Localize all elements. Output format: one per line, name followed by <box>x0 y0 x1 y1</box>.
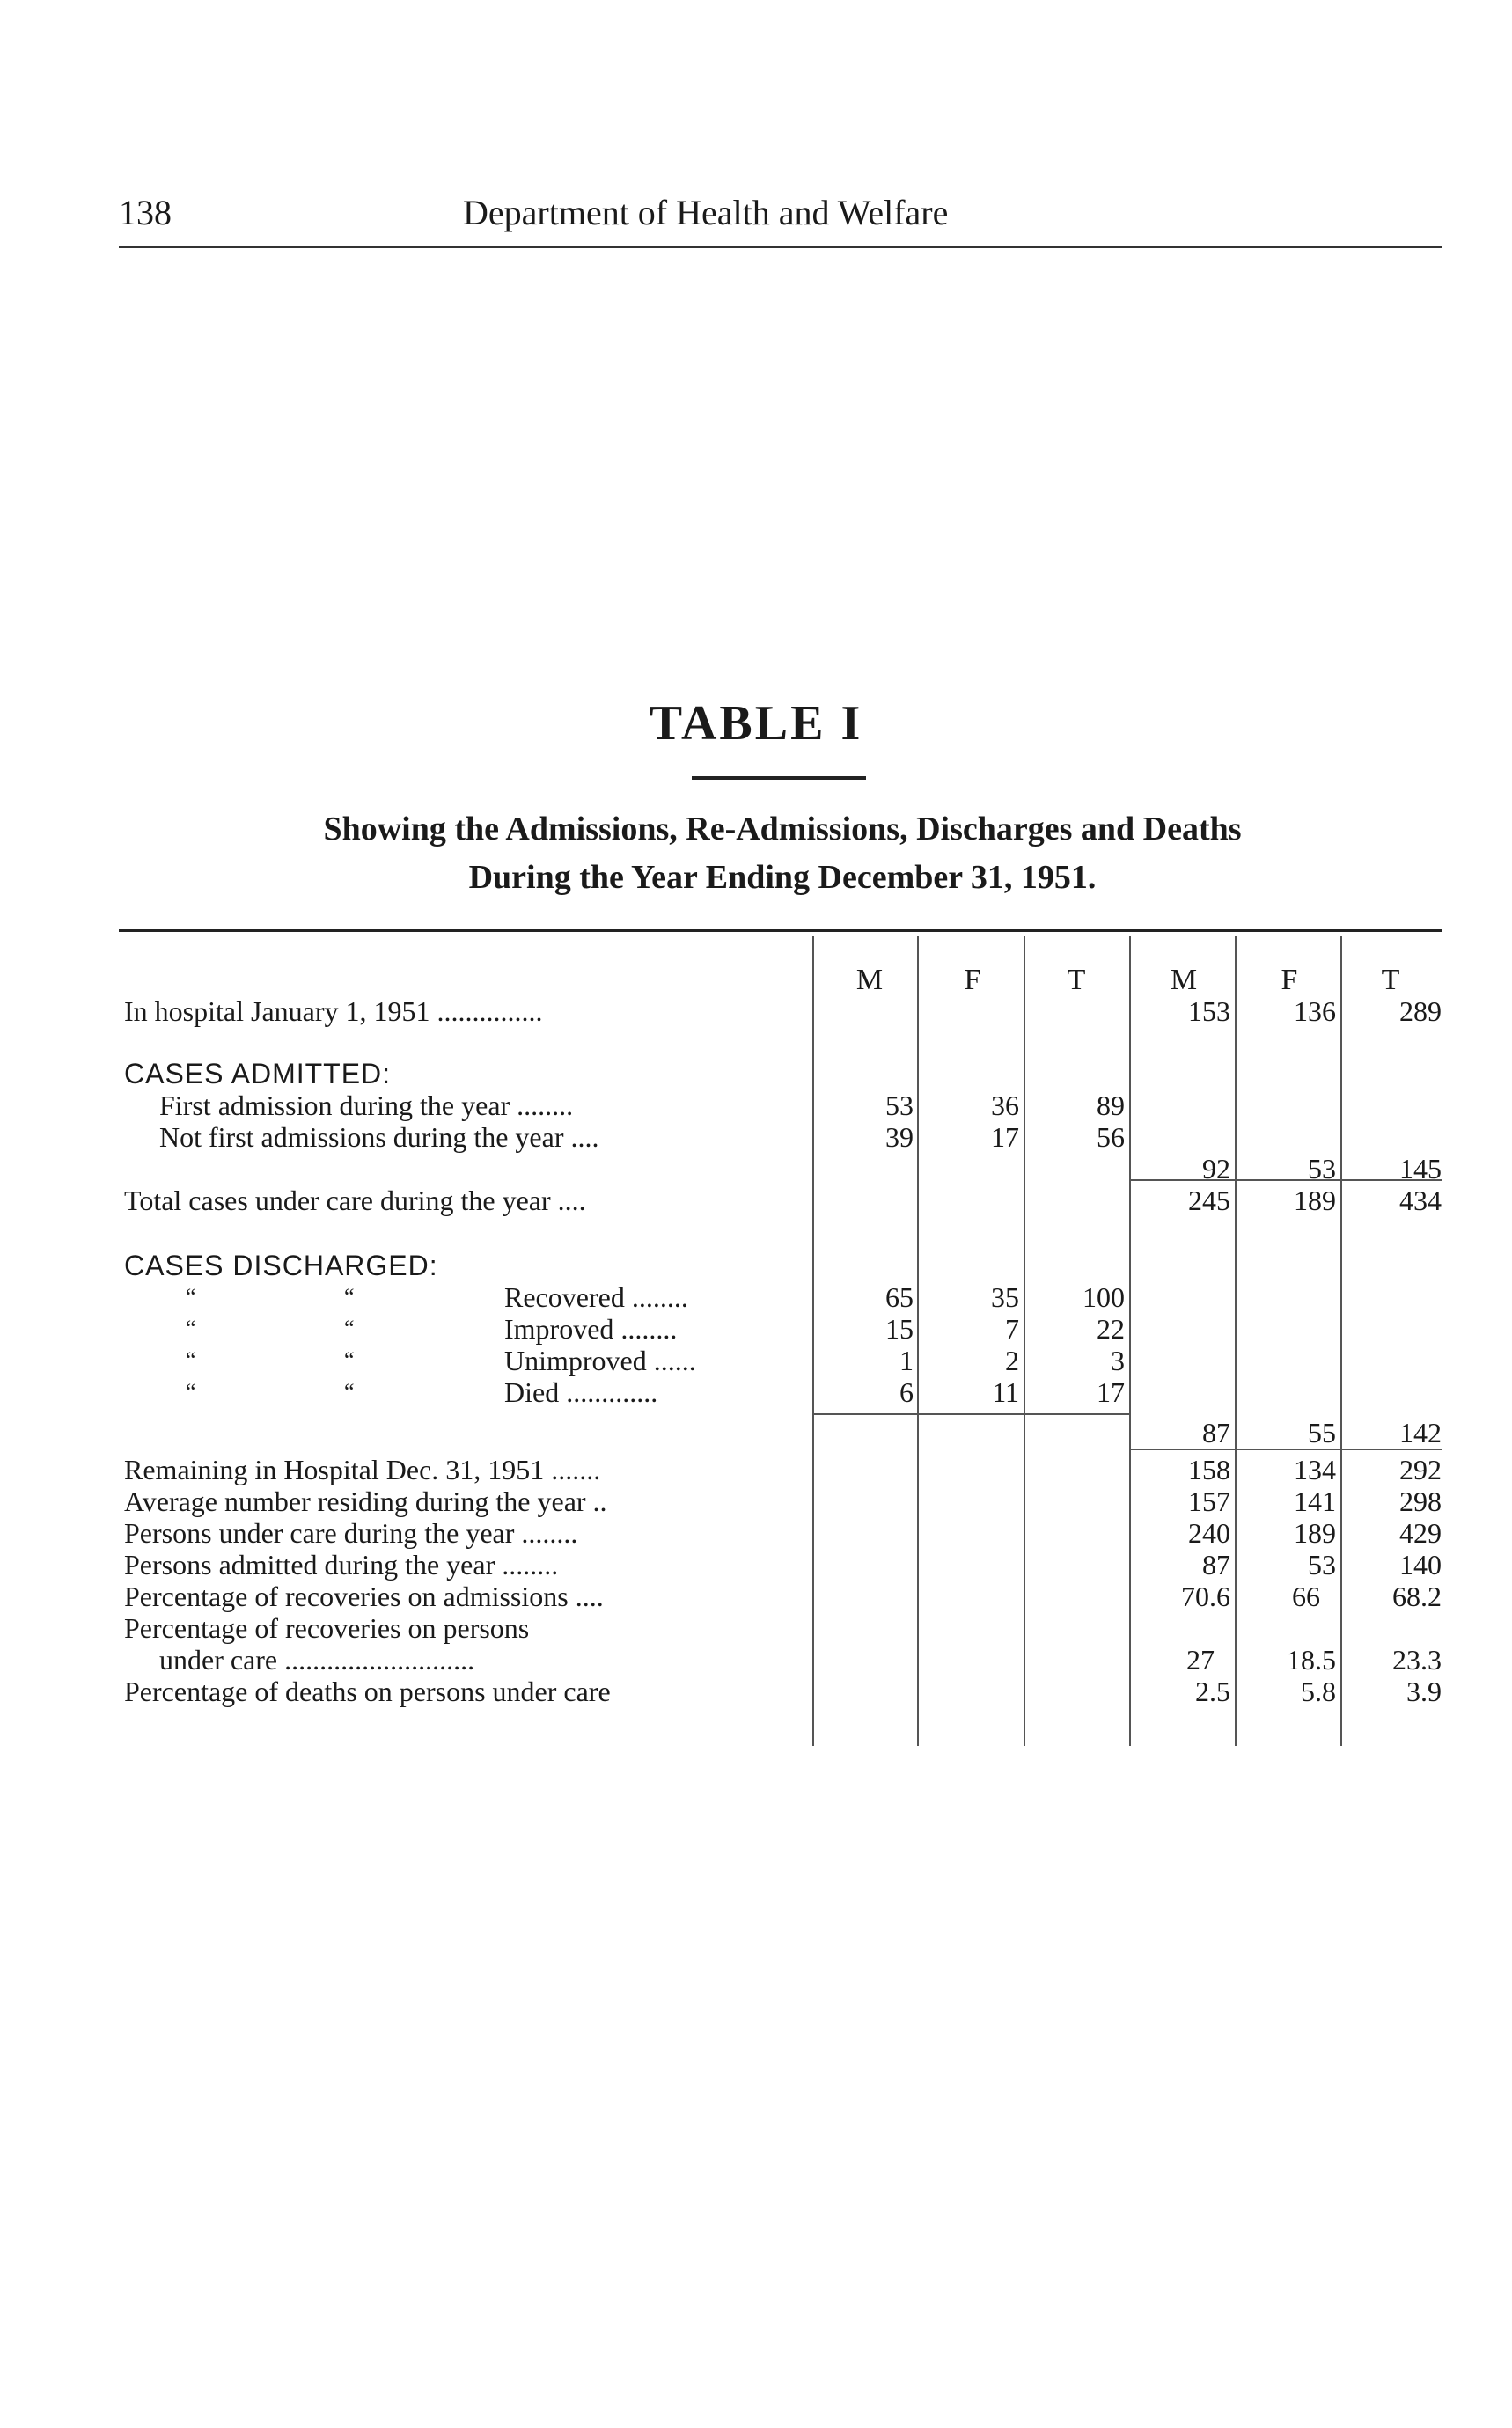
row-label-not-first-admission: Not first admissions during the year .... <box>159 1121 599 1153</box>
cell-persons-under-care-t: 429 <box>1399 1517 1442 1549</box>
cell-recovered-f: 35 <box>991 1281 1019 1313</box>
row-label-first-admission: First admission during the year ........ <box>159 1089 574 1121</box>
cell-pct-recoveries-admissions-f: 66 <box>1292 1581 1320 1612</box>
cell-remaining-m: 158 <box>1188 1454 1230 1485</box>
cell-died-m: 6 <box>899 1376 914 1408</box>
row-label-pct-deaths: Percentage of deaths on persons under care <box>124 1676 611 1707</box>
col-header-f: F <box>964 964 981 996</box>
cell-discharged-total-f: 55 <box>1308 1417 1336 1449</box>
cell-unimproved-m: 1 <box>899 1345 914 1376</box>
cell-pct-recoveries-admissions-m: 70.6 <box>1181 1581 1230 1612</box>
cell-persons-admitted-t: 140 <box>1399 1549 1442 1581</box>
cell-persons-under-care-m: 240 <box>1188 1517 1230 1549</box>
cell-recovered-m: 65 <box>885 1281 914 1313</box>
cell-admitted-total-t: 145 <box>1399 1153 1442 1185</box>
cell-first-admission-f: 36 <box>991 1089 1019 1121</box>
cell-average-t: 298 <box>1399 1485 1442 1517</box>
cell-discharged-total-m: 87 <box>1202 1417 1230 1449</box>
row-label-persons-under-care: Persons under care during the year ........ <box>124 1517 578 1549</box>
cell-unimproved-f: 2 <box>1005 1345 1019 1376</box>
cell-in-hospital-m: 153 <box>1188 995 1230 1027</box>
row-label-pct-recoveries-persons: Percentage of recoveries on persons <box>124 1612 530 1644</box>
cell-improved-m: 15 <box>885 1313 914 1345</box>
column-divider <box>1129 936 1131 1746</box>
table-title: TABLE I <box>649 696 863 751</box>
cell-total-under-care-f: 189 <box>1294 1185 1336 1216</box>
cell-in-hospital-t: 289 <box>1399 995 1442 1027</box>
row-label-average: Average number residing during the year .. <box>124 1485 607 1517</box>
row-label-unimproved: Unimproved ...... <box>504 1345 696 1376</box>
ditto-mark: “ <box>344 1316 355 1341</box>
row-label-persons-admitted: Persons admitted during the year ........ <box>124 1549 559 1581</box>
ditto-mark: “ <box>186 1284 196 1309</box>
cell-persons-under-care-f: 189 <box>1294 1517 1336 1549</box>
row-label-improved: Improved ........ <box>504 1313 678 1345</box>
ditto-mark: “ <box>344 1347 355 1373</box>
cell-average-f: 141 <box>1294 1485 1336 1517</box>
row-label-pct-recoveries-admissions: Percentage of recoveries on admissions .... <box>124 1581 604 1612</box>
subtotal-rule <box>1129 1449 1442 1450</box>
row-label-pct-recoveries-persons-cont: under care ........................... <box>159 1644 475 1676</box>
row-label-remaining: Remaining in Hospital Dec. 31, 1951 ....... <box>124 1454 601 1485</box>
cell-first-admission-m: 53 <box>885 1089 914 1121</box>
column-divider <box>1235 936 1237 1746</box>
row-label-total-under-care: Total cases under care during the year .... <box>124 1185 586 1216</box>
section-heading-cases-admitted: CASES ADMITTED: <box>124 1058 392 1089</box>
cell-total-under-care-t: 434 <box>1399 1185 1442 1216</box>
cell-first-admission-t: 89 <box>1097 1089 1125 1121</box>
cell-remaining-t: 292 <box>1399 1454 1442 1485</box>
ditto-mark: “ <box>344 1284 355 1309</box>
column-divider <box>812 936 814 1746</box>
cell-died-t: 17 <box>1097 1376 1125 1408</box>
cell-pct-recoveries-persons-m: 27 <box>1186 1644 1215 1676</box>
cell-persons-admitted-f: 53 <box>1308 1549 1336 1581</box>
running-title: Department of Health and Welfare <box>463 193 949 232</box>
col-header-t: T <box>1067 964 1086 996</box>
table-top-rule <box>119 929 1442 932</box>
row-label-in-hospital: In hospital January 1, 1951 ............... <box>124 995 543 1027</box>
row-label-recovered: Recovered ........ <box>504 1281 688 1313</box>
cell-improved-t: 22 <box>1097 1313 1125 1345</box>
col-header-m-total: M <box>1170 964 1198 996</box>
column-divider <box>1024 936 1025 1746</box>
cell-admitted-total-m: 92 <box>1202 1153 1230 1185</box>
cell-pct-recoveries-persons-f: 18.5 <box>1287 1644 1336 1676</box>
table-subtitle-line1: Showing the Admissions, Re-Admissions, Discharges and Deaths <box>323 811 1242 847</box>
ditto-mark: “ <box>344 1379 355 1405</box>
cell-total-under-care-m: 245 <box>1188 1185 1230 1216</box>
cell-unimproved-t: 3 <box>1111 1345 1125 1376</box>
table-subtitle-line2: During the Year Ending December 31, 1951. <box>468 859 1097 896</box>
ditto-mark: “ <box>186 1347 196 1373</box>
section-heading-cases-discharged: CASES DISCHARGED: <box>124 1250 438 1281</box>
cell-not-first-m: 39 <box>885 1121 914 1153</box>
cell-discharged-total-t: 142 <box>1399 1417 1442 1449</box>
cell-pct-deaths-m: 2.5 <box>1195 1676 1230 1707</box>
ditto-mark: “ <box>186 1316 196 1341</box>
col-header-f-total: F <box>1281 964 1298 996</box>
cell-pct-recoveries-admissions-t: 68.2 <box>1392 1581 1442 1612</box>
page-number: 138 <box>119 193 172 232</box>
header-rule <box>119 246 1442 248</box>
cell-remaining-f: 134 <box>1294 1454 1336 1485</box>
cell-died-f: 11 <box>992 1376 1019 1408</box>
col-header-t-total: T <box>1381 964 1400 996</box>
cell-not-first-f: 17 <box>991 1121 1019 1153</box>
cell-improved-f: 7 <box>1005 1313 1019 1345</box>
ditto-mark: “ <box>186 1379 196 1405</box>
cell-pct-deaths-f: 5.8 <box>1301 1676 1336 1707</box>
column-divider <box>917 936 919 1746</box>
title-rule <box>692 776 866 780</box>
cell-pct-recoveries-persons-t: 23.3 <box>1392 1644 1442 1676</box>
subtotal-rule <box>812 1413 1129 1415</box>
cell-admitted-total-f: 53 <box>1308 1153 1336 1185</box>
cell-in-hospital-f: 136 <box>1294 995 1336 1027</box>
cell-average-m: 157 <box>1188 1485 1230 1517</box>
cell-pct-deaths-t: 3.9 <box>1406 1676 1442 1707</box>
col-header-m: M <box>855 964 884 996</box>
cell-recovered-t: 100 <box>1083 1281 1125 1313</box>
cell-not-first-t: 56 <box>1097 1121 1125 1153</box>
cell-persons-admitted-m: 87 <box>1202 1549 1230 1581</box>
column-divider <box>1340 936 1342 1746</box>
row-label-died: Died ............. <box>504 1376 658 1408</box>
